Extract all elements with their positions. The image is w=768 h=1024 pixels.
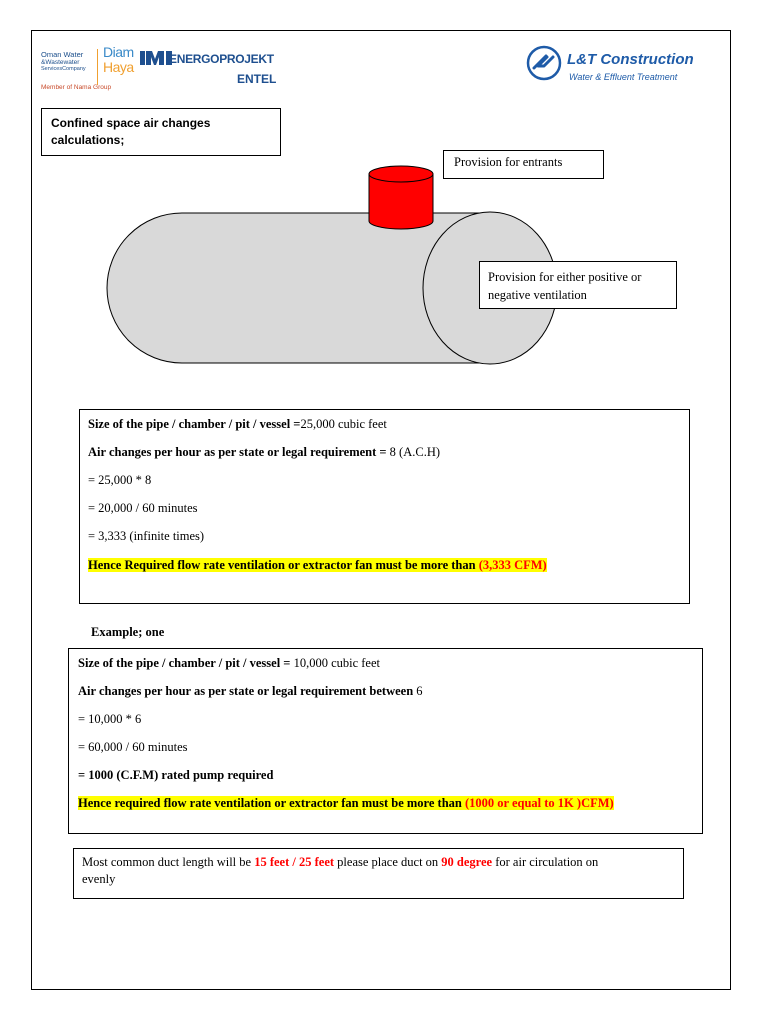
energoprojekt-text: ENERGOPROJEKT	[169, 52, 274, 66]
omw-logo-line: Oman Water	[41, 50, 84, 59]
calc1-step-2: = 20,000 / 60 minutes	[88, 501, 198, 515]
calc2-size-line	[78, 656, 380, 670]
duct-length-value: 15 feet / 25 feet	[254, 855, 335, 869]
calc1-conclusion	[88, 558, 547, 572]
calc1-size-label: Size of the pipe / chamber / pit / vessel =	[88, 417, 301, 431]
calc2-ach-value: 6	[413, 684, 423, 698]
calc2-ach-line	[78, 684, 423, 698]
duct-angle-value: 90 degree	[441, 855, 493, 869]
logo-divider	[97, 49, 98, 85]
member-text: Member of Nama Group	[41, 84, 112, 91]
title-box	[41, 108, 281, 156]
omw-logo	[41, 51, 96, 73]
title-line: Confined space air changes	[51, 116, 211, 130]
calc2-conclusion-value: (1000 or equal to 1K )CFM)	[464, 796, 614, 810]
entrants-label: Provision for entrants	[454, 155, 563, 169]
calc1-conclusion-text: Hence Required flow rate ventilation or extractor fan must be more than	[88, 558, 479, 572]
calculation-box-2	[68, 648, 703, 834]
duct-note-line-1	[82, 854, 683, 871]
title-line: calculations;	[51, 133, 125, 147]
ventilation-label-box	[479, 261, 677, 309]
calc2-size-label: Size of the pipe / chamber / pit / vessel =	[78, 656, 291, 670]
energoprojekt-mark-icon	[140, 49, 172, 67]
entrance-top	[369, 166, 433, 182]
omw-logo-line: ServicesCompany	[41, 66, 86, 72]
calc1-ach-value: 8 (A.C.H)	[386, 445, 441, 459]
calc2-conclusion-text: Hence required flow rate ventilation or extractor fan must be more than	[78, 796, 465, 810]
calc2-ach-label: Air changes per hour as per state or legal requirement between	[78, 684, 414, 698]
ventilation-label-line: negative ventilation	[488, 288, 587, 302]
lt-title: L&T Construction	[567, 51, 694, 68]
calculation-box-1	[79, 409, 690, 604]
lt-subtitle: Water & Effluent Treatment	[569, 72, 678, 82]
calc2-step-3: = 1000 (C.F.M) rated pump required	[78, 768, 274, 782]
calc2-conclusion	[78, 796, 614, 810]
duct-note-text: please place duct on	[334, 855, 442, 869]
calc1-size-line	[88, 417, 387, 431]
calc1-ach-label: Air changes per hour as per state or legal requirement =	[88, 445, 387, 459]
ventilation-label-line: Provision for either positive or	[488, 270, 642, 284]
lt-logo-icon	[525, 44, 563, 82]
calc2-size-value: 10,000 cubic feet	[290, 656, 380, 670]
calc1-step-3: = 3,333 (infinite times)	[88, 529, 205, 543]
calc2-step-1: = 10,000 * 6	[78, 712, 142, 726]
diam-text: Diam	[103, 44, 134, 60]
duct-note-line-2: evenly	[82, 872, 116, 886]
calc1-step-1: = 25,000 * 8	[88, 473, 152, 487]
duct-note-box	[73, 848, 684, 899]
document-page	[31, 30, 731, 990]
entrants-label-box	[443, 150, 604, 179]
calc2-step-2: = 60,000 / 60 minutes	[78, 740, 188, 754]
omw-logo-line: &Wastewater	[41, 59, 80, 66]
calc1-size-value: 25,000 cubic feet	[300, 417, 387, 431]
calc1-ach-line	[88, 445, 440, 459]
entel-text: ENTEL	[237, 72, 277, 86]
example-heading: Example; one	[91, 625, 165, 639]
calc1-conclusion-value: (3,333 CFM)	[478, 558, 547, 572]
duct-note-text: for air circulation on	[492, 855, 599, 869]
duct-note-text: Most common duct length will be	[82, 855, 255, 869]
haya-text: Haya	[103, 59, 134, 75]
